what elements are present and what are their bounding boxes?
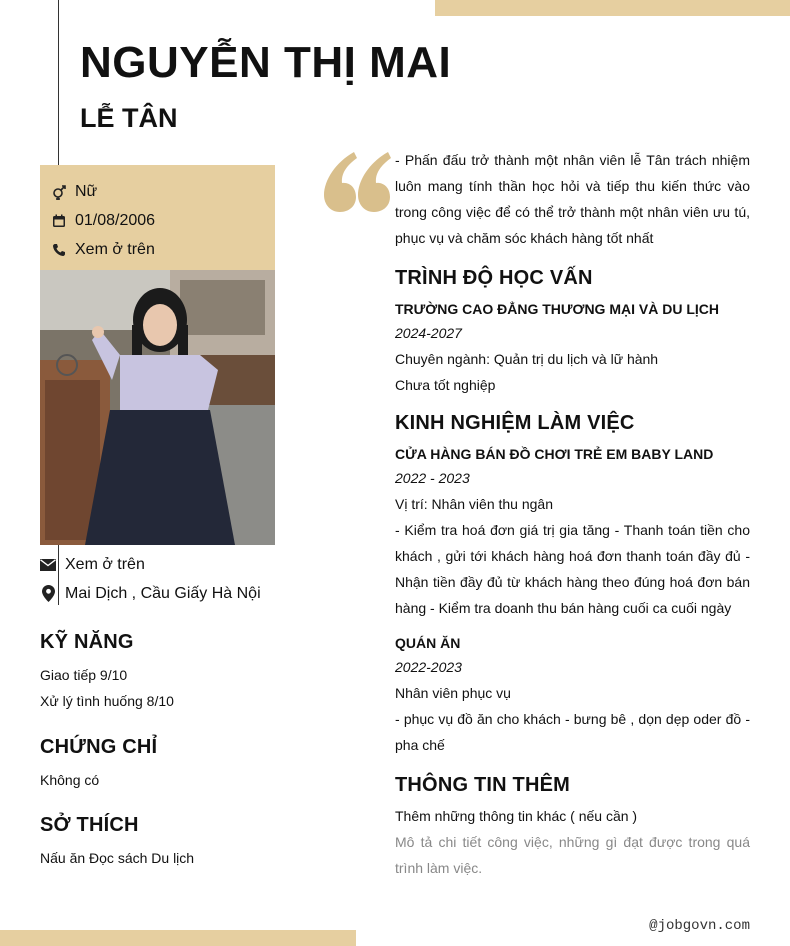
personal-info-box — [40, 165, 275, 270]
top-accent-bar — [435, 0, 790, 16]
phone-icon — [50, 241, 68, 259]
hobbies-text: Nấu ăn Đọc sách Du lịch — [40, 850, 195, 866]
skills-section — [40, 631, 330, 714]
additional-section — [395, 774, 750, 881]
envelope-icon — [40, 557, 56, 573]
job-description: - phục vụ đồ ăn cho khách - bưng bê , dọn dẹp oder đồ - pha chế — [395, 711, 750, 753]
map-pin-icon — [40, 586, 56, 602]
watermark-credit: @jobgovn.com — [649, 918, 750, 934]
job-period: 2022-2023 — [395, 659, 462, 675]
gender-value: Nữ — [75, 182, 98, 200]
hobbies-section — [40, 814, 330, 871]
email-value: Xem ở trên — [65, 555, 145, 573]
job-position: Vị trí: Nhân viên thu ngân — [395, 496, 553, 512]
certificates-title: CHỨNG CHỈ — [40, 736, 158, 758]
education-section — [395, 267, 750, 398]
phone-value: Xem ở trên — [75, 240, 155, 258]
education-title: TRÌNH ĐỘ HỌC VẤN — [395, 267, 593, 289]
certificates-section — [40, 736, 330, 793]
birthdate-row — [40, 206, 275, 235]
candidate-name: NGUYỄN THỊ MAI — [80, 38, 452, 87]
gender-row — [40, 177, 275, 206]
hobbies-title: SỞ THÍCH — [40, 814, 139, 836]
education-school: TRƯỜNG CAO ĐẲNG THƯƠNG MẠI VÀ DU LỊCH — [395, 301, 719, 317]
bottom-accent-bar — [0, 930, 356, 946]
additional-title: THÔNG TIN THÊM — [395, 774, 571, 796]
header-divider-line — [58, 0, 59, 165]
profile-photo — [40, 270, 275, 545]
experience-section — [395, 412, 750, 758]
job-position: Nhân viên phục vụ — [395, 685, 511, 701]
certificates-text: Không có — [40, 772, 100, 788]
objective-section — [395, 147, 750, 251]
birthdate-value: 01/08/2006 — [75, 211, 156, 229]
phone-row — [40, 235, 275, 264]
education-status: Chưa tốt nghiệp — [395, 377, 496, 393]
email-row — [40, 550, 330, 579]
objective-text: - Phấn đấu trở thành một nhân viên lễ Tân trách nhiệm luôn mang tính thần học hỏi và tiếp thu kiến thức vào trong công việc để có thể trở thành một nhân viên ưu tú, phục vụ và chăm sóc khách hàng tốt nhất — [395, 152, 750, 246]
quote-icon — [322, 140, 392, 220]
education-major: Chuyên ngành: Quản trị du lịch và lữ hành — [395, 351, 659, 367]
additional-placeholder: Mô tả chi tiết công việc, những gì đạt được trong quá trình làm việc. — [395, 834, 750, 876]
skill-item: Xử lý tình huống 8/10 — [40, 693, 174, 709]
gender-icon — [50, 183, 68, 201]
job-period: 2022 - 2023 — [395, 470, 470, 486]
calendar-icon — [50, 212, 68, 230]
job-company: CỬA HÀNG BÁN ĐỒ CHƠI TRẺ EM BABY LAND — [395, 446, 714, 462]
education-period: 2024-2027 — [395, 325, 462, 341]
address-value: Mai Dịch , Cầu Giấy Hà Nội — [65, 584, 261, 602]
skills-title: KỸ NĂNG — [40, 631, 134, 653]
contact-info — [40, 550, 330, 608]
candidate-role: LỄ TÂN — [80, 103, 178, 133]
skill-item: Giao tiếp 9/10 — [40, 667, 128, 683]
job-company: QUÁN ĂN — [395, 635, 461, 651]
address-row — [40, 579, 330, 608]
experience-title: KINH NGHIỆM LÀM VIỆC — [395, 412, 635, 434]
job-description: - Kiểm tra hoá đơn giá trị gia tăng - Thanh toán tiền cho khách , gửi tới khách hàng hoá đơn thanh toán đầy đủ - Nhận tiền đầy đủ từ khách hàng theo đúng hoá đơn bán hàng - Kiểm tra doanh thu bán hàng cuối ca cuối ngày — [395, 522, 750, 616]
additional-line: Thêm những thông tin khác ( nếu cần ) — [395, 808, 638, 824]
